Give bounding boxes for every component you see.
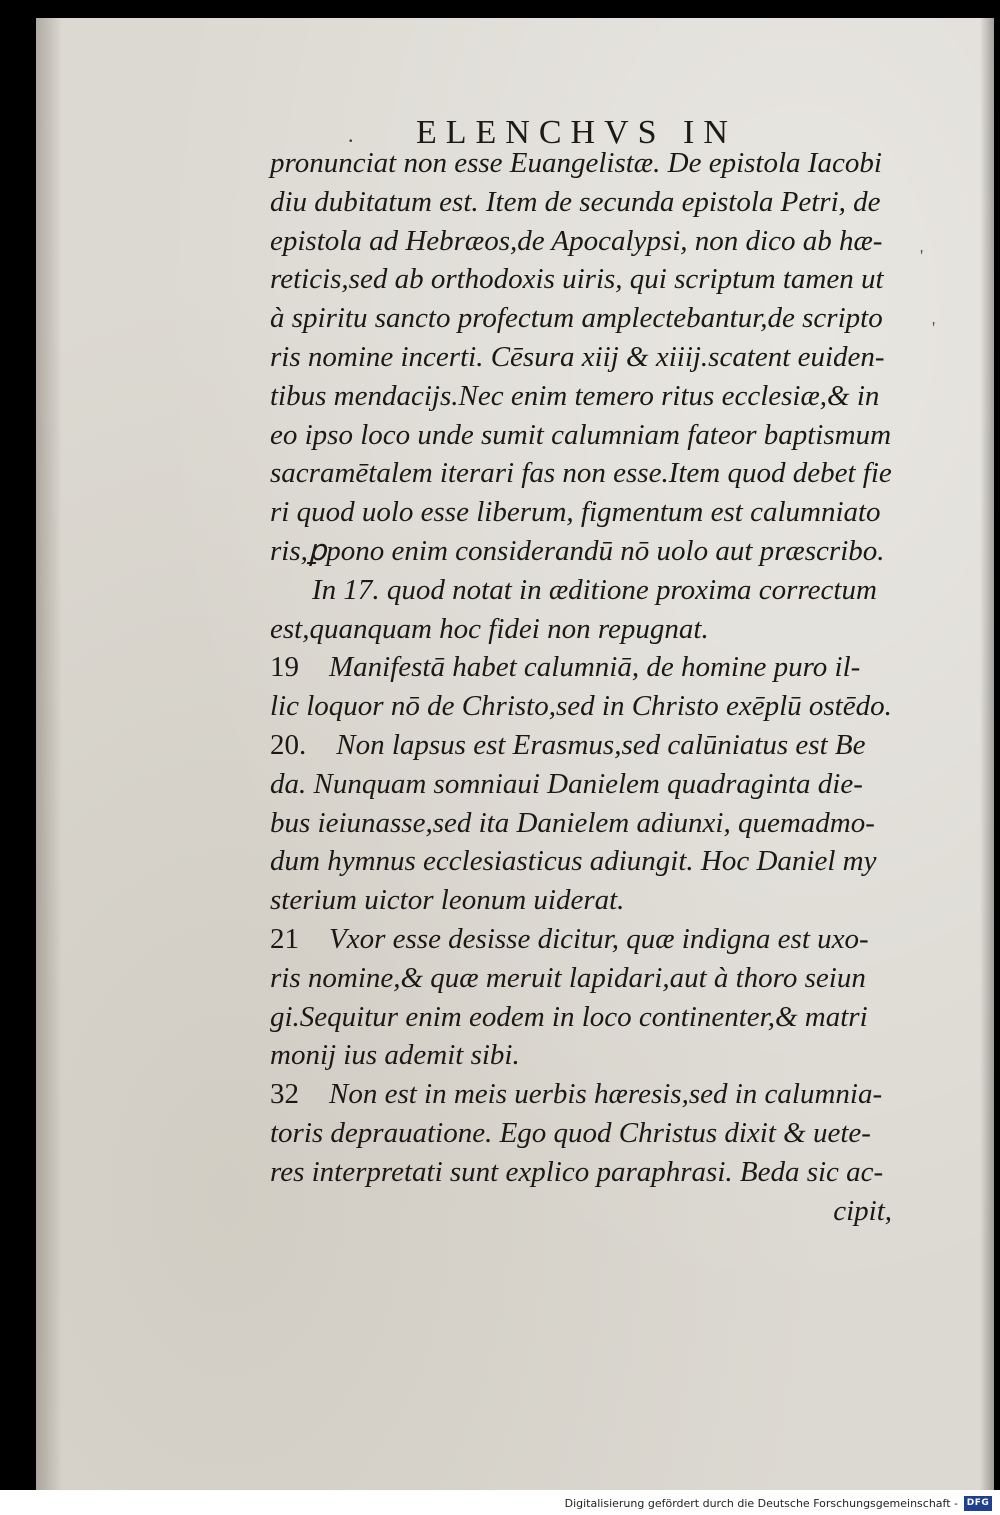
line-text: da. Nunquam somniaui Danielem quadraginta die- (270, 767, 863, 800)
text-line (270, 571, 910, 610)
line-text: dum hymnus ecclesiasticus adiungit. Hoc Daniel my (270, 845, 877, 878)
text-line (270, 260, 910, 299)
text-line (270, 454, 910, 493)
line-text: sterium uictor leonum uiderat. (270, 884, 625, 917)
text-line (270, 222, 910, 261)
line-text: ris nomine,& quæ meruit lapidari,aut à thoro seiun (270, 961, 866, 994)
line-text: Manifestā habet calumniā, de homine puro il- (329, 651, 861, 684)
line-text: lic loquor nō de Christo,sed in Christo exēplū ostēdo. (270, 690, 892, 723)
text-line (270, 532, 910, 571)
dfg-logo-icon: DFG (964, 1496, 992, 1511)
line-text: gi.Sequitur enim eodem in loco continenter,& matri (270, 1000, 868, 1033)
text-line (270, 1036, 910, 1075)
line-text: bus ieiunasse,sed ita Danielem adiunxi, quemadmo- (270, 806, 875, 839)
line-text: tibus mendacijs.Nec enim temero ritus ecclesiæ,& in (270, 379, 880, 412)
line-text: Non est in meis uerbis hæresis,sed in calumnia- (329, 1078, 883, 1111)
line-text: toris deprauatione. Ego quod Christus dixit & uete- (270, 1116, 871, 1149)
line-text: Non lapsus est Erasmus,sed calūniatus est Be (336, 728, 866, 761)
text-line (270, 881, 910, 920)
line-text: reticis,sed ab orthodoxis uiris, qui scriptum tamen ut (270, 263, 884, 296)
funding-credit: Digitalisierung gefördert durch die Deutsche Forschungsgemeinschaft - (564, 1497, 958, 1510)
text-line (270, 920, 910, 959)
line-text: eo ipso loco unde sumit calumniam fateor baptismum (270, 418, 892, 451)
text-line (270, 1153, 910, 1192)
line-text: pronunciat non esse Euangelistæ. De epistola Iacobi (270, 147, 882, 179)
catchword: cipit, (833, 1194, 892, 1227)
text-line (270, 765, 910, 804)
line-text: ris,ꝑpono enim considerandū nō uolo aut præscribo. (270, 534, 885, 567)
line-text: ri quod uolo esse liberum, figmentum est calumniato (270, 496, 881, 529)
text-line (270, 726, 910, 765)
line-text: est,quanquam hoc fidei non repugnat. (270, 612, 709, 645)
line-text: res interpretati sunt explico paraphrasi. Beda sic ac- (270, 1155, 884, 1188)
section-number: 32 (270, 1078, 299, 1111)
text-line (270, 804, 910, 843)
section-number: 19 (270, 651, 299, 684)
text-line (270, 648, 910, 687)
text-line (270, 299, 910, 338)
text-line (270, 416, 910, 455)
margin-speck: ' (920, 246, 924, 266)
line-text: In 17. quod notat in æditione proxima correctum (312, 573, 877, 606)
text-line (270, 610, 910, 649)
text-line (270, 183, 910, 222)
line-text: diu dubitatum est. Item de secunda epistola Petri, de (270, 185, 881, 218)
section-number: 21 (270, 922, 299, 955)
text-line (270, 959, 910, 998)
line-text: Vxor esse desisse dicitur, quæ indigna est uxo- (329, 922, 869, 955)
digitization-footer (0, 1490, 1000, 1515)
text-line (270, 687, 910, 726)
body-text (270, 144, 910, 1230)
text-line (270, 842, 910, 881)
text-line (270, 1114, 910, 1153)
text-line (270, 998, 910, 1037)
running-head: ELENCHVS IN (416, 114, 737, 151)
running-head-mark: . (348, 122, 354, 147)
text-line (270, 1075, 910, 1114)
text-line (270, 144, 910, 183)
line-text: sacramētalem iterari fas non esse.Item quod debet fie (270, 457, 892, 490)
text-line (270, 377, 910, 416)
line-text: epistola ad Hebræos,de Apocalypsi, non dico ab hæ- (270, 224, 883, 257)
text-line (270, 493, 910, 532)
margin-speck: ' (932, 318, 936, 338)
section-number: 20. (270, 728, 307, 761)
line-text: monij ius ademit sibi. (270, 1039, 520, 1072)
text-line (270, 338, 910, 377)
line-text: ris nomine incerti. Cēsura xiij & xiiij.scatent euiden- (270, 340, 885, 373)
line-text: à spiritu sancto profectum amplectebantur,de scripto (270, 302, 883, 335)
